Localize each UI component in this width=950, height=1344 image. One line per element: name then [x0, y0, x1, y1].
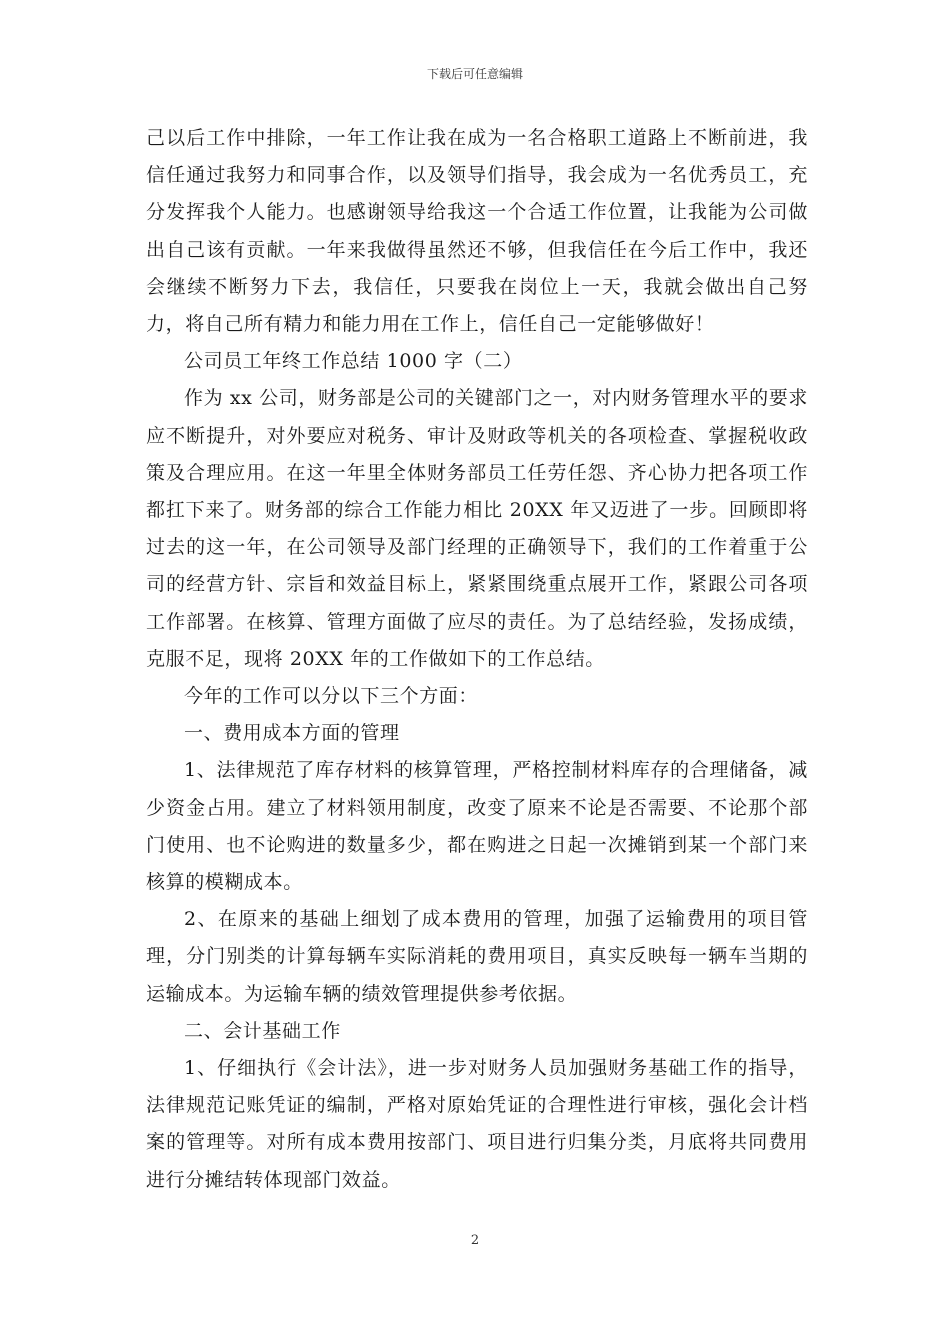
page-number: 2 — [470, 1233, 480, 1248]
document-body — [146, 120, 808, 1199]
section-heading: 二、会计基础工作 — [184, 1019, 341, 1042]
paragraph-continuation: 己以后工作中排除，一年工作让我在成为一名合格职工道路上不断前进，我信任通过我努力和同事合作，以及领导们指导，我会成为一名优秀员工，充分发挥我个人能力。也感谢领导给我这一个合适工作位置，让我能为公司做出自己该有贡献。一年来我做得虽然还不够，但我信任在今后工作中，我还会继续不断努力下去，我信任，只要我在岗位上一天，我就会做出自己努力，将自己所有精力和能力用在工作上，信任自己一定能够做好！ — [146, 127, 808, 336]
section-heading: 一、费用成本方面的管理 — [184, 722, 400, 745]
paragraph: 今年的工作可以分以下三个方面： — [184, 685, 479, 708]
paragraph: 作为 xx 公司，财务部是公司的关键部门之一，对内财务管理水平的要求应不断提升，对外要应对税务、审计及财政等机关的各项检查、掌握税收政策及合理应用。在这一年里全体财务部员工任劳任怨、齐心协力把各项工作都扛下来了。财务部的综合工作能力相比 20XX 年又迈进了一步。回顾即将过去的这一年，在公司领导及部门经理的正确领导下，我们的工作着重于公司的经营方针、宗旨和效益目标上，紧紧围绕重点展开工作，紧跟公司各项工作部署。在核算、管理方面做了应尽的责任。为了总结经验，发扬成绩，克服不足，现将 20XX 年的工作做如下的工作总结。 — [146, 387, 808, 670]
paragraph: 1、法律规范了库存材料的核算管理，严格控制材料库存的合理储备，减少资金占用。建立了材料领用制度，改变了原来不论是否需要、不论那个部门使用、也不论购进的数量多少，都在购进之日起一次摊销到某一个部门来核算的模糊成本。 — [146, 759, 808, 894]
page-header: 下载后可任意编辑 — [426, 67, 523, 81]
section-title: 公司员工年终工作总结 1000 字（二） — [184, 350, 523, 373]
paragraph: 1、仔细执行《会计法》，进一步对财务人员加强财务基础工作的指导，法律规范记账凭证的编制，严格对原始凭证的合理性进行审核，强化会计档案的管理等。对所有成本费用按部门、项目进行归集分类，月底将共同费用进行分摊结转体现部门效益。 — [146, 1057, 808, 1191]
paragraph: 2、在原来的基础上细划了成本费用的管理，加强了运输费用的项目管理，分门别类的计算每辆车实际消耗的费用项目，真实反映每一辆车当期的运输成本。为运输车辆的绩效管理提供参考依据。 — [146, 908, 808, 1005]
